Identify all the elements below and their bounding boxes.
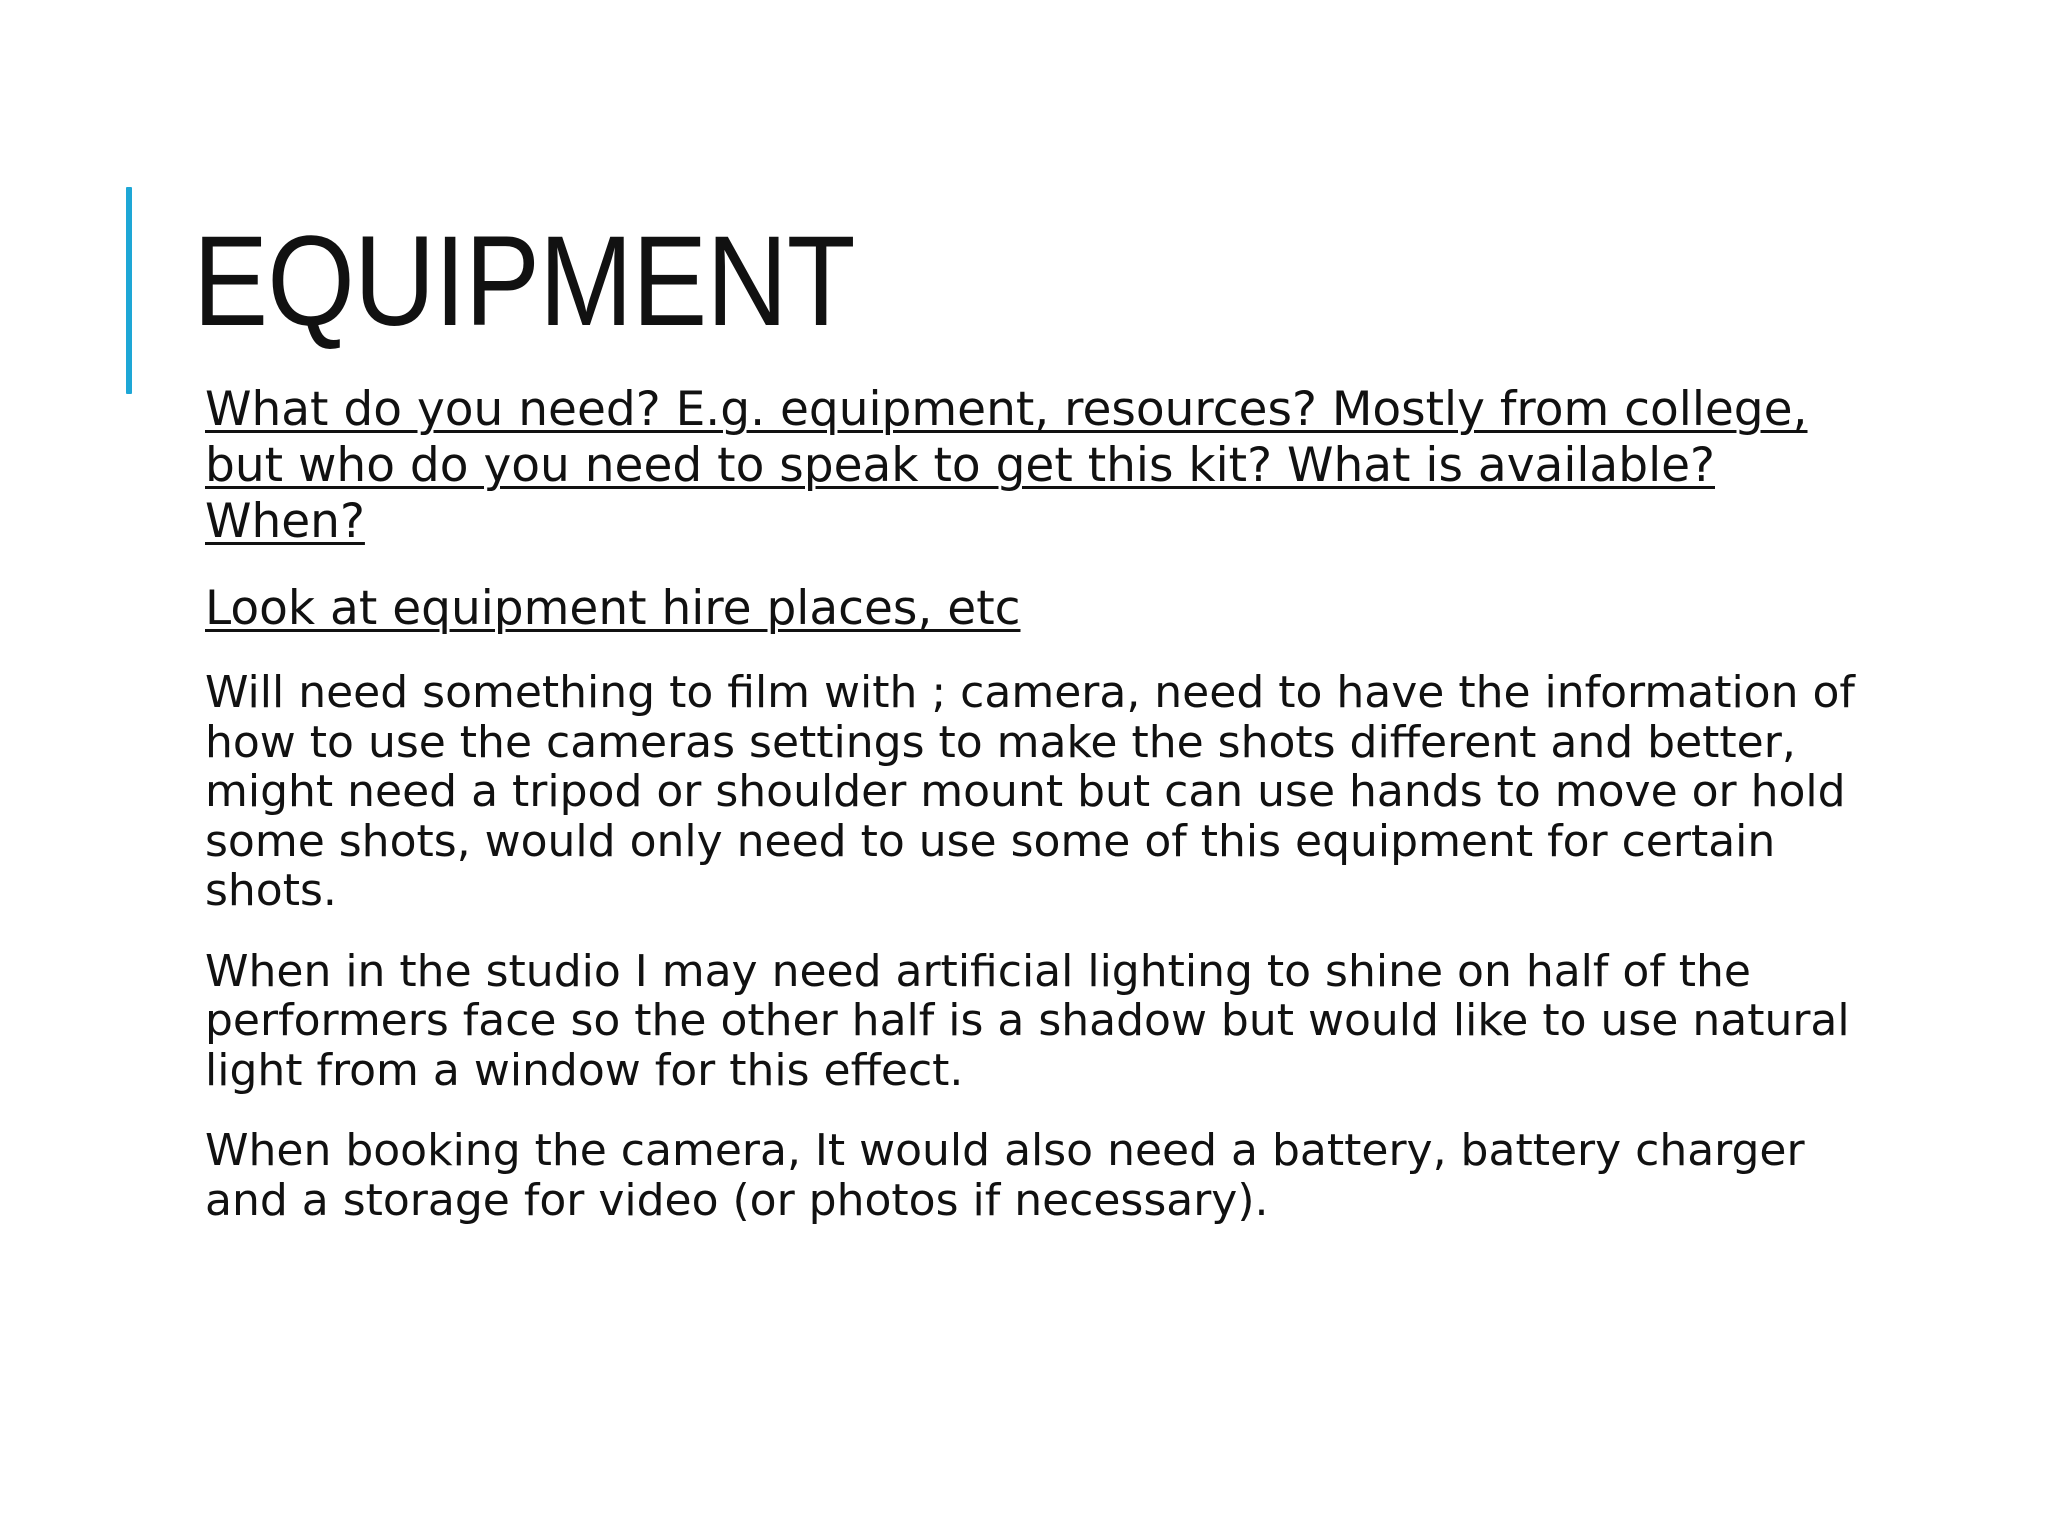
slide-body	[205, 382, 1865, 1225]
prompt-hire-text: Look at equipment hire places, etc	[205, 581, 1021, 636]
title-accent-bar	[126, 187, 132, 394]
booking-paragraph: When booking the camera, It would also need a battery, battery charger and a storage for video (or photos if necessary).	[205, 1125, 1805, 1226]
slide-title: EQUIPMENT	[193, 210, 855, 353]
camera-paragraph: Will need something to film with ; camera, need to have the information of how to use the cameras settings to make the shots different and better, might need a tripod or shoulder mount but can use hands to move or hold some shots, would only need to use some of this equipment for certain shots.	[205, 667, 1855, 916]
prompt-question-text: What do you need? E.g. equipment, resources? Mostly from college, but who do you need to speak to get this kit? What is available? When?	[205, 382, 1808, 549]
lighting-paragraph: When in the studio I may need artificial lighting to shine on half of the performers face so the other half is a shadow but would like to use natural light from a window for this effect.	[205, 945, 1850, 1096]
